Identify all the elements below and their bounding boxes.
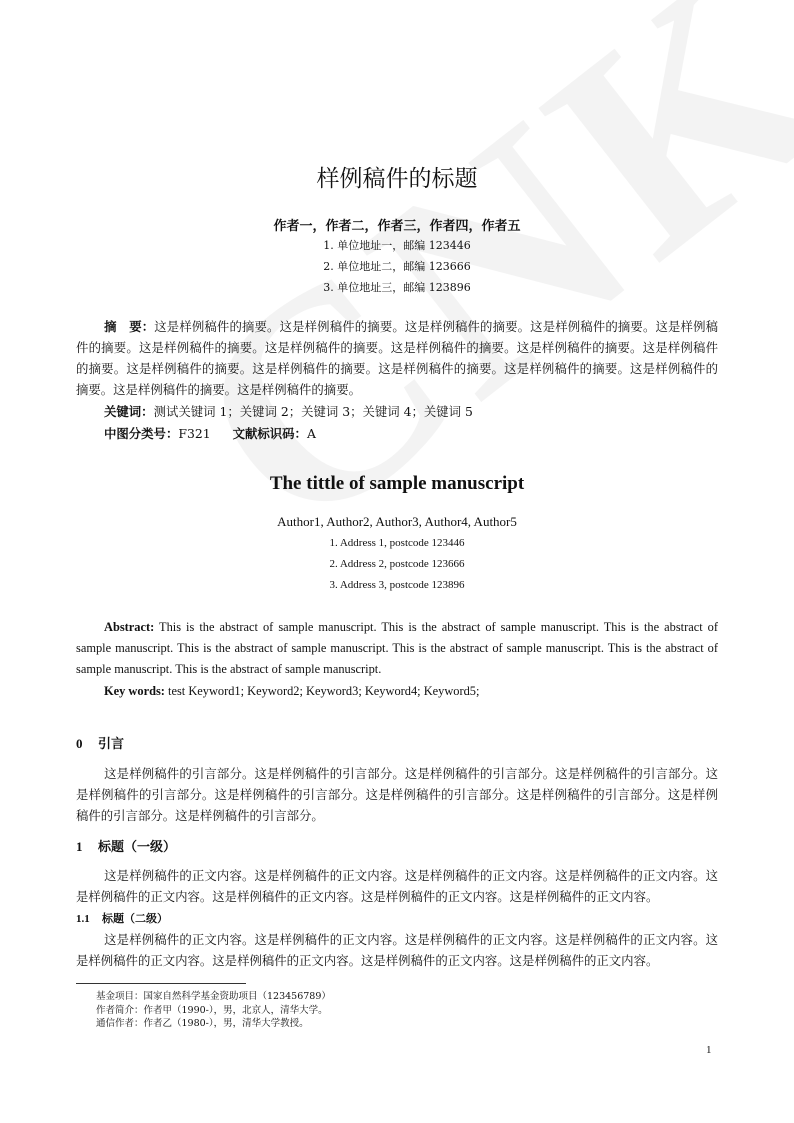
affiliation-cn-3: 3. 单位地址三，邮编 123896: [323, 281, 471, 294]
abstract-en: [76, 617, 718, 680]
section-heading-0: 0 引言: [76, 736, 125, 752]
footnote-rule: [76, 983, 246, 984]
footnotes: [96, 990, 331, 1031]
section-heading-1: 1 标题（一级）: [76, 839, 177, 855]
keywords-cn-text: 测试关键词 1；关键词 2；关键词 3；关键词 4；关键词 5: [153, 404, 473, 419]
footnote-funding: 基金项目：国家自然科学基金资助项目（123456789）: [96, 991, 331, 1002]
section-heading-1-1: 1.1 标题（二级）: [76, 912, 168, 925]
keywords-cn: [104, 402, 473, 420]
clc-label: 中图分类号：: [104, 426, 179, 441]
footnote-corresponding: 通信作者：作者乙（1980-），男，清华大学教授。: [96, 1018, 309, 1029]
abstract-cn: [76, 316, 718, 400]
affiliation-en-1: 1. Address 1, postcode 123446: [329, 537, 465, 549]
doc-code-label: 文献标识码：: [232, 426, 307, 441]
keywords-en-text: test Keyword1; Keyword2; Keyword3; Keyword4; Keyword5;: [164, 684, 480, 698]
clc-value: F321: [178, 426, 211, 441]
abstract-en-label: Abstract:: [104, 620, 155, 634]
authors-en: Author1, Author2, Author3, Author4, Author5: [277, 514, 517, 529]
abstract-cn-text: 这是样例稿件的摘要。这是样例稿件的摘要。这是样例稿件的摘要。这是样例稿件的摘要。这是样例稿件的摘要。这是样例稿件的摘要。这是样例稿件的摘要。这是样例稿件的摘要。这是样例稿件的摘要。这是样例稿件的摘要。这是样例稿件的摘要。这是样例稿件的摘要。这是样例稿件的摘要。这是样例稿件的摘要。这是样例稿件的摘要。这是样例稿件的摘要。这是样例稿件的摘要。: [76, 319, 719, 397]
footnote-author-bio: 作者简介：作者甲（1990-），男，北京人，清华大学。: [96, 1004, 328, 1016]
keywords-en: [104, 681, 718, 702]
affiliation-cn-1: 1. 单位地址一，邮编 123446: [323, 239, 471, 252]
title-en: The tittle of sample manuscript: [269, 473, 525, 494]
authors-cn: 作者一，作者二，作者三，作者四，作者五: [273, 219, 521, 234]
affiliation-cn-2: 2. 单位地址二，邮编 123666: [323, 260, 471, 273]
affiliation-en-2: 2. Address 2, postcode 123666: [329, 558, 465, 570]
doc-code-value: A: [306, 426, 316, 441]
abstract-cn-label: 摘 要：: [104, 319, 155, 334]
page-number: 1: [706, 1044, 712, 1056]
title-cn: 样例稿件的标题: [316, 166, 478, 192]
affiliation-en-3: 3. Address 3, postcode 123896: [329, 579, 465, 591]
classification-line: [104, 424, 316, 442]
section-text-0: 这是样例稿件的引言部分。这是样例稿件的引言部分。这是样例稿件的引言部分。这是样例稿件的引言部分。这是样例稿件的引言部分。这是样例稿件的引言部分。这是样例稿件的引言部分。这是样例稿件的引言部分。这是样例稿件的引言部分。这是样例稿件的引言部分。: [76, 766, 718, 823]
keywords-en-label: Key words:: [104, 684, 165, 698]
section-text-1: 这是样例稿件的正文内容。这是样例稿件的正文内容。这是样例稿件的正文内容。这是样例稿件的正文内容。这是样例稿件的正文内容。这是样例稿件的正文内容。这是样例稿件的正文内容。这是样例稿件的正文内容。: [76, 868, 718, 904]
keywords-cn-label: 关键词：: [104, 404, 154, 419]
abstract-en-text: This is the abstract of sample manuscript. This is the abstract of sample manuscript. This is the abstract of sample manuscript. This is the abstract of sample manuscript. This is the abstract of sample manuscript. This is the abstract of sample manuscript. This is the abstract of sample manuscript.: [76, 620, 718, 676]
section-text-1-1: 这是样例稿件的正文内容。这是样例稿件的正文内容。这是样例稿件的正文内容。这是样例稿件的正文内容。这是样例稿件的正文内容。这是样例稿件的正文内容。这是样例稿件的正文内容。这是样例稿件的正文内容。: [76, 932, 718, 968]
